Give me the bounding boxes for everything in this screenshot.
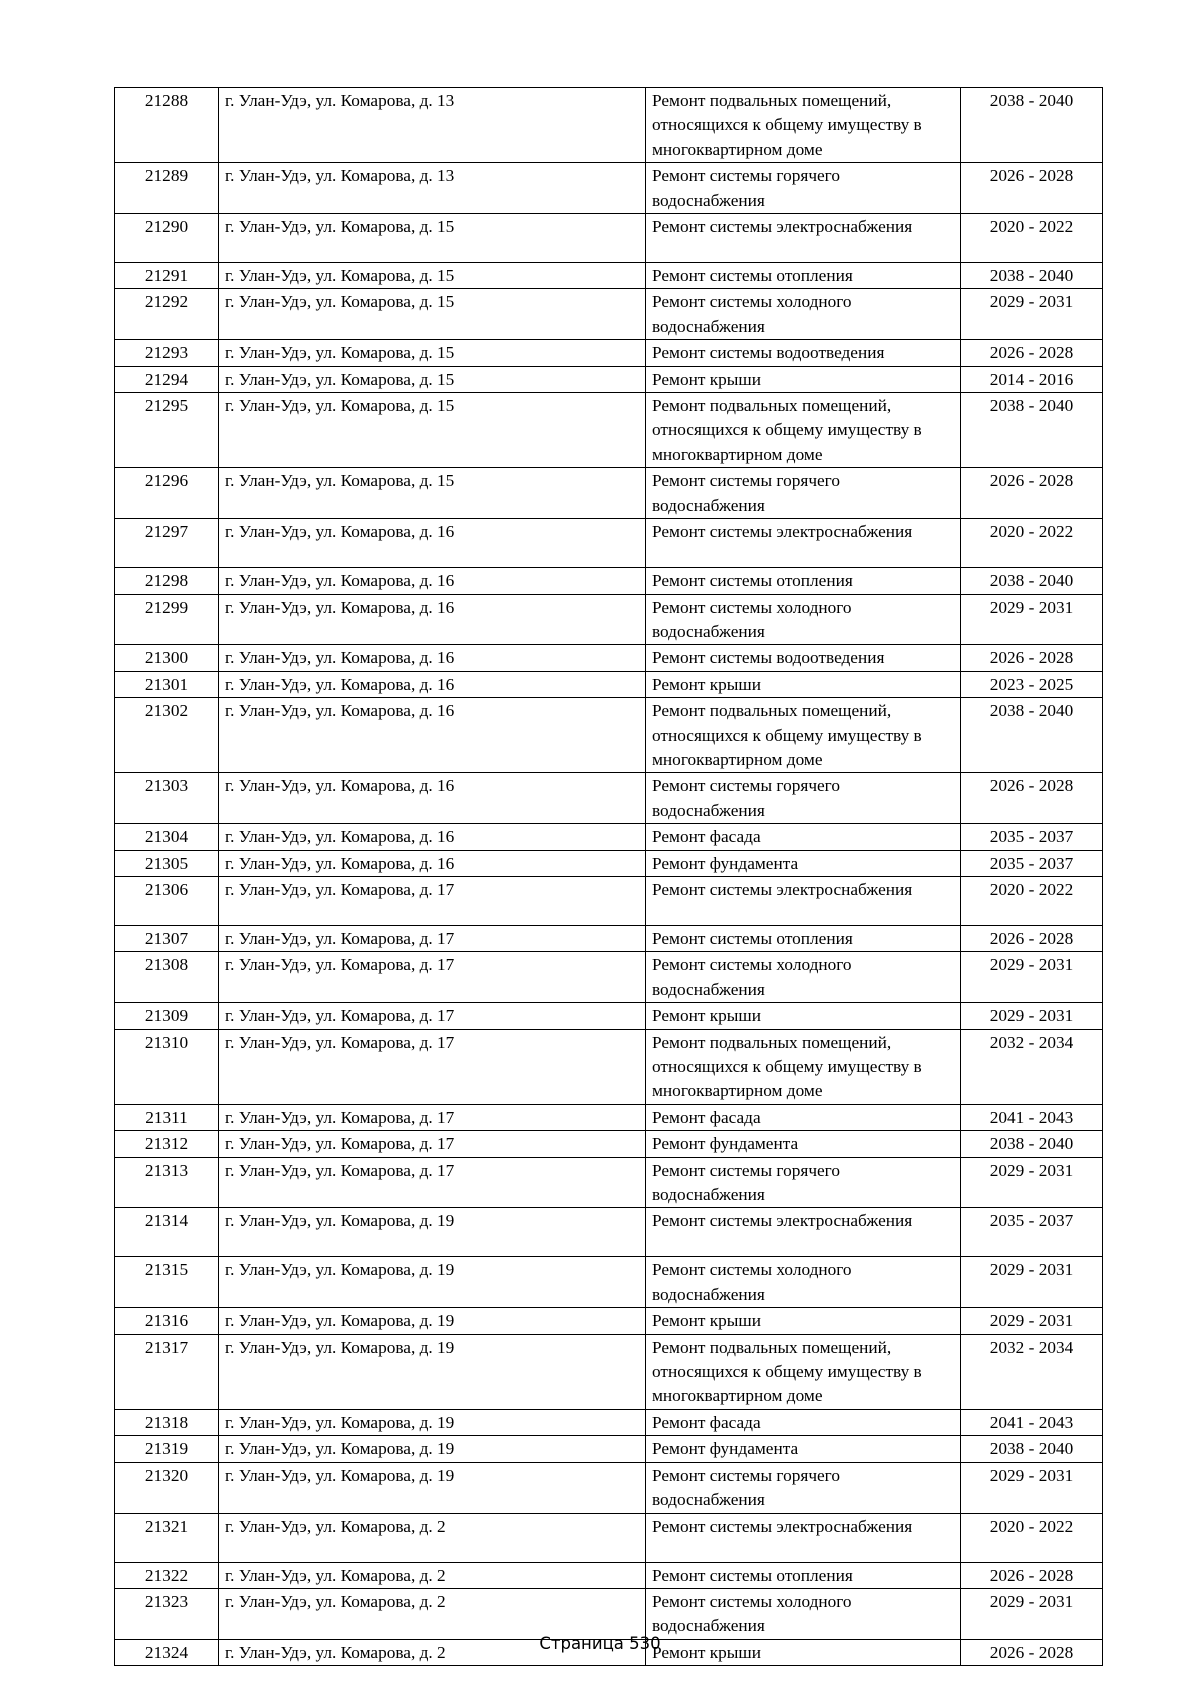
row-address: г. Улан-Удэ, ул. Комарова, д. 19 bbox=[219, 1308, 646, 1334]
row-work-type: Ремонт системы электроснабжения bbox=[646, 1513, 961, 1562]
row-id: 21297 bbox=[115, 519, 219, 568]
table-body bbox=[115, 88, 1103, 1666]
table-row bbox=[115, 1436, 1103, 1462]
table-row bbox=[115, 824, 1103, 850]
table-row bbox=[115, 568, 1103, 594]
row-address: г. Улан-Удэ, ул. Комарова, д. 17 bbox=[219, 1104, 646, 1130]
row-id: 21294 bbox=[115, 366, 219, 392]
row-work-type: Ремонт системы горячего водоснабжения bbox=[646, 773, 961, 824]
row-id: 21317 bbox=[115, 1334, 219, 1409]
table-row bbox=[115, 1208, 1103, 1257]
row-period: 2020 - 2022 bbox=[961, 876, 1103, 925]
row-period: 2038 - 2040 bbox=[961, 698, 1103, 773]
row-address: г. Улан-Удэ, ул. Комарова, д. 17 bbox=[219, 952, 646, 1003]
row-period: 2026 - 2028 bbox=[961, 1562, 1103, 1588]
table-row bbox=[115, 850, 1103, 876]
table-row bbox=[115, 88, 1103, 163]
row-work-type: Ремонт системы электроснабжения bbox=[646, 214, 961, 263]
table-row bbox=[115, 952, 1103, 1003]
row-id: 21307 bbox=[115, 925, 219, 951]
row-work-type: Ремонт системы холодного водоснабжения bbox=[646, 594, 961, 645]
row-id: 21289 bbox=[115, 163, 219, 214]
row-address: г. Улан-Удэ, ул. Комарова, д. 15 bbox=[219, 263, 646, 289]
row-period: 2035 - 2037 bbox=[961, 850, 1103, 876]
table-row bbox=[115, 1409, 1103, 1435]
row-period: 2041 - 2043 bbox=[961, 1409, 1103, 1435]
row-period: 2026 - 2028 bbox=[961, 1639, 1103, 1665]
table-row bbox=[115, 340, 1103, 366]
row-work-type: Ремонт крыши bbox=[646, 1639, 961, 1665]
row-address: г. Улан-Удэ, ул. Комарова, д. 17 bbox=[219, 1029, 646, 1104]
table-row bbox=[115, 1003, 1103, 1029]
table-row bbox=[115, 671, 1103, 697]
row-work-type: Ремонт подвальных помещений, относящихся к общему имуществу в многоквартирном доме bbox=[646, 393, 961, 468]
row-period: 2038 - 2040 bbox=[961, 263, 1103, 289]
row-work-type: Ремонт подвальных помещений, относящихся к общему имуществу в многоквартирном доме bbox=[646, 1334, 961, 1409]
row-address: г. Улан-Удэ, ул. Комарова, д. 2 bbox=[219, 1562, 646, 1588]
table-row bbox=[115, 1157, 1103, 1208]
row-address: г. Улан-Удэ, ул. Комарова, д. 15 bbox=[219, 393, 646, 468]
row-work-type: Ремонт системы электроснабжения bbox=[646, 876, 961, 925]
row-period: 2029 - 2031 bbox=[961, 1588, 1103, 1639]
table-row bbox=[115, 1257, 1103, 1308]
row-address: г. Улан-Удэ, ул. Комарова, д. 15 bbox=[219, 468, 646, 519]
row-id: 21299 bbox=[115, 594, 219, 645]
row-id: 21306 bbox=[115, 876, 219, 925]
row-id: 21318 bbox=[115, 1409, 219, 1435]
row-work-type: Ремонт системы горячего водоснабжения bbox=[646, 468, 961, 519]
row-work-type: Ремонт системы отопления bbox=[646, 1562, 961, 1588]
row-period: 2029 - 2031 bbox=[961, 1157, 1103, 1208]
table-row bbox=[115, 876, 1103, 925]
row-address: г. Улан-Удэ, ул. Комарова, д. 15 bbox=[219, 366, 646, 392]
row-id: 21298 bbox=[115, 568, 219, 594]
row-id: 21319 bbox=[115, 1436, 219, 1462]
row-id: 21290 bbox=[115, 214, 219, 263]
row-period: 2026 - 2028 bbox=[961, 340, 1103, 366]
table-row bbox=[115, 1588, 1103, 1639]
row-period: 2035 - 2037 bbox=[961, 1208, 1103, 1257]
row-address: г. Улан-Удэ, ул. Комарова, д. 16 bbox=[219, 594, 646, 645]
table-row bbox=[115, 1029, 1103, 1104]
row-work-type: Ремонт фасада bbox=[646, 1104, 961, 1130]
row-id: 21312 bbox=[115, 1131, 219, 1157]
row-address: г. Улан-Удэ, ул. Комарова, д. 2 bbox=[219, 1639, 646, 1665]
row-address: г. Улан-Удэ, ул. Комарова, д. 19 bbox=[219, 1334, 646, 1409]
row-work-type: Ремонт системы отопления bbox=[646, 568, 961, 594]
row-address: г. Улан-Удэ, ул. Комарова, д. 15 bbox=[219, 340, 646, 366]
row-id: 21301 bbox=[115, 671, 219, 697]
table-row bbox=[115, 214, 1103, 263]
row-work-type: Ремонт системы водоотведения bbox=[646, 645, 961, 671]
row-period: 2020 - 2022 bbox=[961, 1513, 1103, 1562]
row-work-type: Ремонт системы отопления bbox=[646, 263, 961, 289]
row-address: г. Улан-Удэ, ул. Комарова, д. 17 bbox=[219, 1157, 646, 1208]
row-id: 21291 bbox=[115, 263, 219, 289]
row-address: г. Улан-Удэ, ул. Комарова, д. 16 bbox=[219, 519, 646, 568]
row-work-type: Ремонт фундамента bbox=[646, 1131, 961, 1157]
row-period: 2029 - 2031 bbox=[961, 1308, 1103, 1334]
row-work-type: Ремонт системы электроснабжения bbox=[646, 519, 961, 568]
row-id: 21292 bbox=[115, 289, 219, 340]
row-address: г. Улан-Удэ, ул. Комарова, д. 16 bbox=[219, 850, 646, 876]
row-period: 2038 - 2040 bbox=[961, 393, 1103, 468]
row-id: 21304 bbox=[115, 824, 219, 850]
row-id: 21303 bbox=[115, 773, 219, 824]
row-period: 2032 - 2034 bbox=[961, 1334, 1103, 1409]
row-period: 2029 - 2031 bbox=[961, 1003, 1103, 1029]
row-address: г. Улан-Удэ, ул. Комарова, д. 17 bbox=[219, 925, 646, 951]
repair-schedule-table bbox=[114, 87, 1103, 1666]
document-page bbox=[114, 87, 1102, 1666]
table-row bbox=[115, 1513, 1103, 1562]
table-row bbox=[115, 925, 1103, 951]
table-row bbox=[115, 393, 1103, 468]
row-address: г. Улан-Удэ, ул. Комарова, д. 2 bbox=[219, 1588, 646, 1639]
table-row bbox=[115, 594, 1103, 645]
table-row bbox=[115, 1462, 1103, 1513]
row-address: г. Улан-Удэ, ул. Комарова, д. 19 bbox=[219, 1257, 646, 1308]
table-row bbox=[115, 773, 1103, 824]
table-row bbox=[115, 289, 1103, 340]
row-work-type: Ремонт крыши bbox=[646, 1003, 961, 1029]
row-work-type: Ремонт подвальных помещений, относящихся к общему имуществу в многоквартирном доме bbox=[646, 1029, 961, 1104]
row-id: 21310 bbox=[115, 1029, 219, 1104]
row-id: 21308 bbox=[115, 952, 219, 1003]
row-work-type: Ремонт системы горячего водоснабжения bbox=[646, 1462, 961, 1513]
page-number: Страница 530 bbox=[539, 1634, 661, 1653]
row-period: 2014 - 2016 bbox=[961, 366, 1103, 392]
row-work-type: Ремонт системы холодного водоснабжения bbox=[646, 1588, 961, 1639]
row-id: 21311 bbox=[115, 1104, 219, 1130]
row-id: 21316 bbox=[115, 1308, 219, 1334]
row-address: г. Улан-Удэ, ул. Комарова, д. 15 bbox=[219, 289, 646, 340]
row-period: 2029 - 2031 bbox=[961, 594, 1103, 645]
row-work-type: Ремонт фасада bbox=[646, 824, 961, 850]
row-work-type: Ремонт системы электроснабжения bbox=[646, 1208, 961, 1257]
row-work-type: Ремонт системы горячего водоснабжения bbox=[646, 1157, 961, 1208]
row-id: 21321 bbox=[115, 1513, 219, 1562]
row-address: г. Улан-Удэ, ул. Комарова, д. 13 bbox=[219, 163, 646, 214]
row-id: 21324 bbox=[115, 1639, 219, 1665]
table-row bbox=[115, 698, 1103, 773]
row-address: г. Улан-Удэ, ул. Комарова, д. 16 bbox=[219, 568, 646, 594]
row-id: 21323 bbox=[115, 1588, 219, 1639]
row-period: 2032 - 2034 bbox=[961, 1029, 1103, 1104]
table-row bbox=[115, 645, 1103, 671]
table-row bbox=[115, 1334, 1103, 1409]
row-id: 21315 bbox=[115, 1257, 219, 1308]
row-id: 21302 bbox=[115, 698, 219, 773]
row-work-type: Ремонт крыши bbox=[646, 366, 961, 392]
row-address: г. Улан-Удэ, ул. Комарова, д. 19 bbox=[219, 1462, 646, 1513]
row-address: г. Улан-Удэ, ул. Комарова, д. 19 bbox=[219, 1208, 646, 1257]
table-row bbox=[115, 263, 1103, 289]
row-period: 2029 - 2031 bbox=[961, 952, 1103, 1003]
row-address: г. Улан-Удэ, ул. Комарова, д. 16 bbox=[219, 698, 646, 773]
row-work-type: Ремонт фундамента bbox=[646, 850, 961, 876]
row-id: 21313 bbox=[115, 1157, 219, 1208]
row-address: г. Улан-Удэ, ул. Комарова, д. 17 bbox=[219, 1131, 646, 1157]
table-row bbox=[115, 163, 1103, 214]
row-address: г. Улан-Удэ, ул. Комарова, д. 19 bbox=[219, 1436, 646, 1462]
row-period: 2038 - 2040 bbox=[961, 568, 1103, 594]
row-work-type: Ремонт подвальных помещений, относящихся к общему имуществу в многоквартирном доме bbox=[646, 698, 961, 773]
table-row bbox=[115, 366, 1103, 392]
row-period: 2023 - 2025 bbox=[961, 671, 1103, 697]
row-work-type: Ремонт системы холодного водоснабжения bbox=[646, 1257, 961, 1308]
row-period: 2020 - 2022 bbox=[961, 214, 1103, 263]
row-id: 21322 bbox=[115, 1562, 219, 1588]
row-address: г. Улан-Удэ, ул. Комарова, д. 17 bbox=[219, 876, 646, 925]
row-work-type: Ремонт системы водоотведения bbox=[646, 340, 961, 366]
table-row bbox=[115, 519, 1103, 568]
row-work-type: Ремонт системы холодного водоснабжения bbox=[646, 952, 961, 1003]
row-period: 2038 - 2040 bbox=[961, 1436, 1103, 1462]
row-work-type: Ремонт крыши bbox=[646, 671, 961, 697]
row-id: 21314 bbox=[115, 1208, 219, 1257]
row-address: г. Улан-Удэ, ул. Комарова, д. 16 bbox=[219, 671, 646, 697]
row-address: г. Улан-Удэ, ул. Комарова, д. 2 bbox=[219, 1513, 646, 1562]
row-period: 2029 - 2031 bbox=[961, 1462, 1103, 1513]
row-address: г. Улан-Удэ, ул. Комарова, д. 19 bbox=[219, 1409, 646, 1435]
table-row bbox=[115, 1308, 1103, 1334]
table-row bbox=[115, 468, 1103, 519]
row-period: 2038 - 2040 bbox=[961, 88, 1103, 163]
row-work-type: Ремонт системы отопления bbox=[646, 925, 961, 951]
row-period: 2029 - 2031 bbox=[961, 289, 1103, 340]
row-period: 2026 - 2028 bbox=[961, 468, 1103, 519]
table-row bbox=[115, 1562, 1103, 1588]
row-id: 21295 bbox=[115, 393, 219, 468]
row-work-type: Ремонт крыши bbox=[646, 1308, 961, 1334]
row-period: 2026 - 2028 bbox=[961, 925, 1103, 951]
row-period: 2026 - 2028 bbox=[961, 773, 1103, 824]
row-period: 2038 - 2040 bbox=[961, 1131, 1103, 1157]
row-work-type: Ремонт системы горячего водоснабжения bbox=[646, 163, 961, 214]
row-work-type: Ремонт фасада bbox=[646, 1409, 961, 1435]
row-period: 2041 - 2043 bbox=[961, 1104, 1103, 1130]
row-period: 2026 - 2028 bbox=[961, 163, 1103, 214]
table-row bbox=[115, 1104, 1103, 1130]
row-id: 21296 bbox=[115, 468, 219, 519]
row-address: г. Улан-Удэ, ул. Комарова, д. 16 bbox=[219, 645, 646, 671]
row-id: 21300 bbox=[115, 645, 219, 671]
row-id: 21293 bbox=[115, 340, 219, 366]
table-row bbox=[115, 1131, 1103, 1157]
row-address: г. Улан-Удэ, ул. Комарова, д. 13 bbox=[219, 88, 646, 163]
row-address: г. Улан-Удэ, ул. Комарова, д. 17 bbox=[219, 1003, 646, 1029]
row-id: 21320 bbox=[115, 1462, 219, 1513]
row-address: г. Улан-Удэ, ул. Комарова, д. 16 bbox=[219, 824, 646, 850]
row-work-type: Ремонт подвальных помещений, относящихся к общему имуществу в многоквартирном доме bbox=[646, 88, 961, 163]
row-period: 2026 - 2028 bbox=[961, 645, 1103, 671]
row-period: 2029 - 2031 bbox=[961, 1257, 1103, 1308]
row-work-type: Ремонт фундамента bbox=[646, 1436, 961, 1462]
row-id: 21309 bbox=[115, 1003, 219, 1029]
row-address: г. Улан-Удэ, ул. Комарова, д. 15 bbox=[219, 214, 646, 263]
row-id: 21288 bbox=[115, 88, 219, 163]
row-id: 21305 bbox=[115, 850, 219, 876]
row-work-type: Ремонт системы холодного водоснабжения bbox=[646, 289, 961, 340]
row-period: 2035 - 2037 bbox=[961, 824, 1103, 850]
row-period: 2020 - 2022 bbox=[961, 519, 1103, 568]
row-address: г. Улан-Удэ, ул. Комарова, д. 16 bbox=[219, 773, 646, 824]
